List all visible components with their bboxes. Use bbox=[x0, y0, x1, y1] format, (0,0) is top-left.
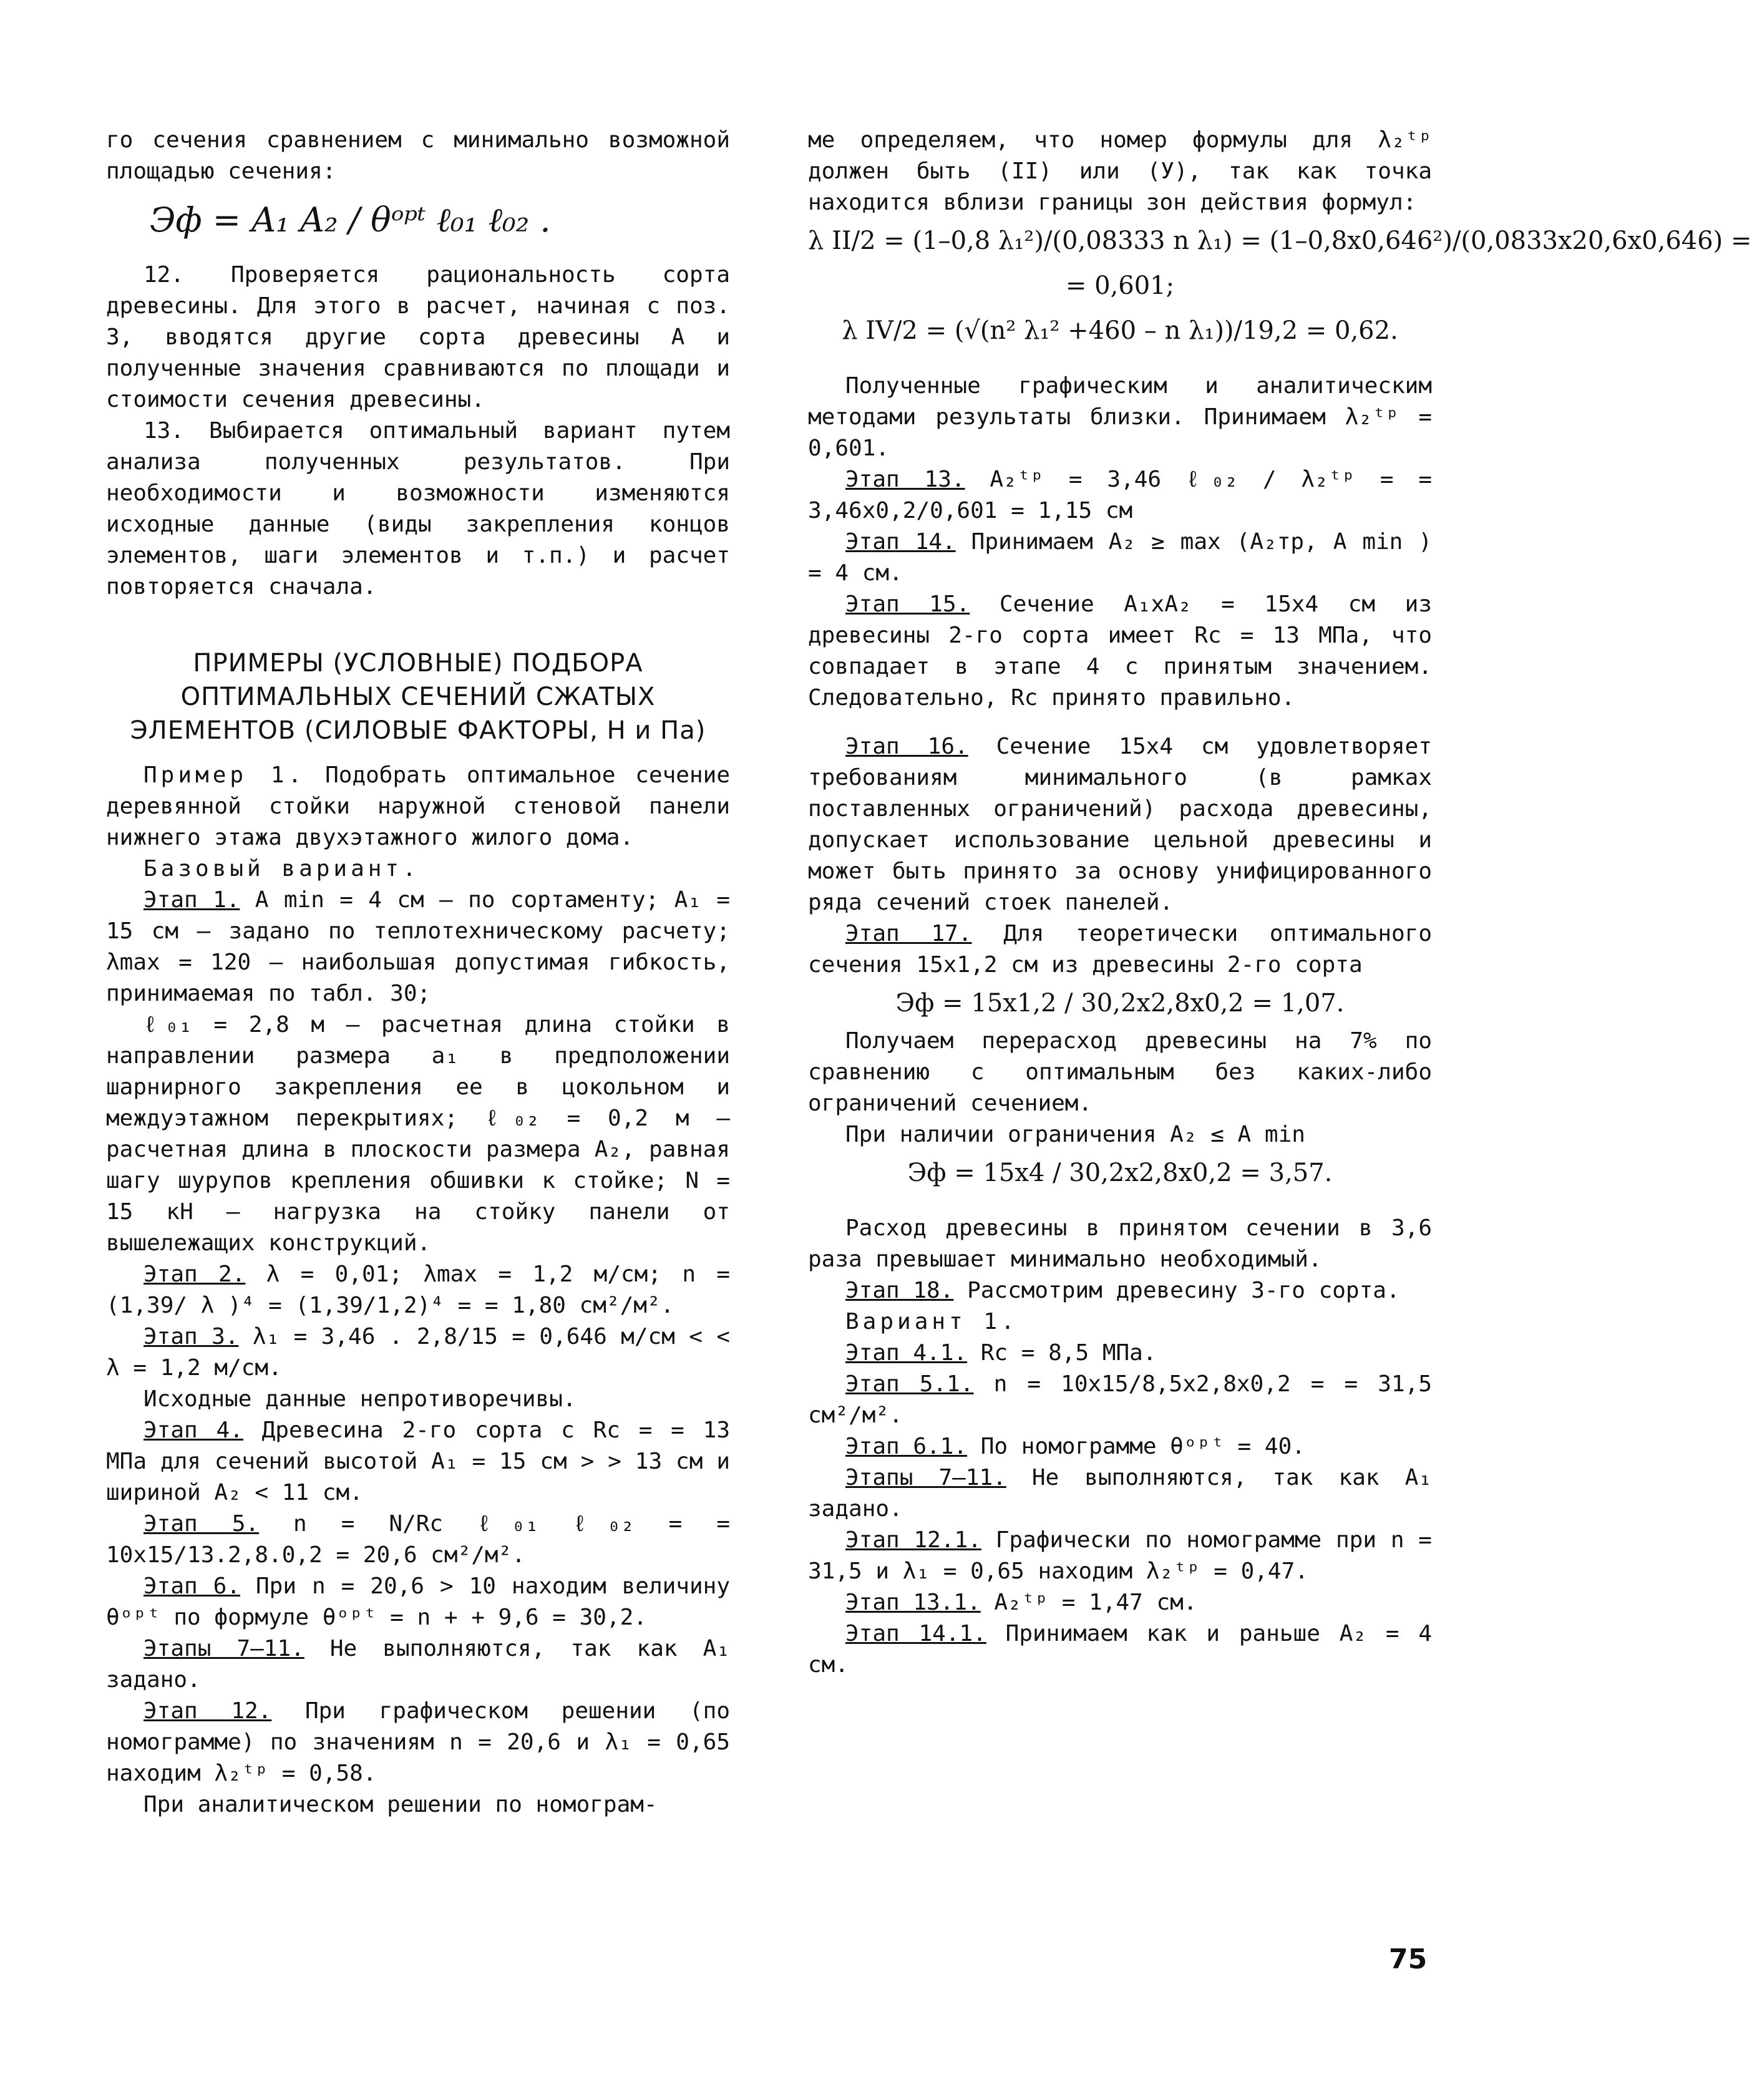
step-label: Этап 12. bbox=[144, 1698, 272, 1724]
step-label: Этап 5. bbox=[144, 1511, 260, 1537]
step-label: Этап 14.1. bbox=[845, 1621, 986, 1646]
step-text: Принимаем A₂ ≥ max (A₂тр, A min ) = 4 см. bbox=[808, 529, 1433, 586]
step-18 bbox=[808, 1275, 1432, 1306]
paragraph: Расход древесины в принятом сечении в 3,6 раза превышает минимально необходимый. bbox=[808, 1215, 1432, 1272]
step-12 bbox=[106, 1696, 730, 1789]
step-text: Не выполняются, так как A₁ задано. bbox=[106, 1636, 730, 1693]
step-text: Сечение 15x4 см удовлетворяет требованиям минимального (в рамках поставленных ограничений) расхода древесины, допускает использование цельной древесины и может быть принято за основу унифицированного ряда сечений стоек панелей. bbox=[808, 734, 1432, 915]
step-label: Этапы 7–11. bbox=[845, 1465, 1006, 1490]
step-text: n = 10x15/8,5x2,8x0,2 = = 31,5 см²/м². bbox=[808, 1371, 1432, 1428]
step-text: λ = 0,01; λmax = 1,2 м/см; n = (1,39/ λ )⁴ = (1,39/1,2)⁴ = = 1,80 см²/м². bbox=[106, 1261, 730, 1318]
step-4-1 bbox=[808, 1338, 1432, 1369]
step-text: n = N/Rc ℓ₀₁ ℓ₀₂ = = 10x15/13.2,8.0,2 = 20,6 см²/м². bbox=[106, 1511, 730, 1568]
paragraph-item-13: 13. Выбирается оптимальный вариант путем анализа полученных результатов. При необходимости и возможности изменяются исходные данные (виды закрепления концов элементов, шаги элементов и т.п.) и расчет повторяется сначала. bbox=[106, 418, 730, 600]
step-5 bbox=[106, 1509, 730, 1571]
step-6 bbox=[106, 1571, 730, 1633]
step-13-1 bbox=[808, 1587, 1432, 1618]
step-label: Этап 18. bbox=[845, 1278, 954, 1303]
step-12-continued: При аналитическом решении по номограм- bbox=[144, 1792, 658, 1817]
step-text: Не выполняются, так как A₁ задано. bbox=[808, 1465, 1432, 1522]
base-variant-label: Базовый вариант. bbox=[144, 856, 420, 882]
step-text: При графическом решении (по номограмме) по значениям n = 20,6 и λ₁ = 0,65 находим λ₂ᵗᵖ = 0,58. bbox=[106, 1698, 730, 1786]
step-text: Сечение A₁xA₂ = 15x4 см из древесины 2-го сорта имеет Rc = 13 МПа, что совпадает в этапе 4 с принятым значением. Следовательно, Rc принято правильно. bbox=[808, 591, 1432, 711]
step-label: Этап 16. bbox=[845, 734, 968, 759]
step-3 bbox=[106, 1321, 730, 1384]
example-label: Пример 1. bbox=[144, 762, 306, 788]
step-label: Этап 14. bbox=[845, 529, 956, 555]
step-text: При n = 20,6 > 10 находим величину θᵒᵖᵗ по формуле θᵒᵖᵗ = n + + 9,6 = 30,2. bbox=[106, 1573, 730, 1630]
step-text: Rc = 8,5 МПа. bbox=[967, 1340, 1157, 1366]
paragraph-item-12: 12. Проверяется рациональность сорта древесины. Для этого в расчет, начиная с поз. 3, вводятся другие сорта древесины A и полученные значения сравниваются по площади и стоимости сечения древесины. bbox=[106, 262, 730, 412]
step-13 bbox=[808, 464, 1432, 527]
paragraph: Получаем перерасход древесины на 7% по сравнению с оптимальным без каких-либо ограничений сечением. bbox=[808, 1028, 1432, 1116]
step-text: A₂ᵗᵖ = 1,47 см. bbox=[980, 1590, 1197, 1615]
step-text: A₂ᵗᵖ = 3,46 ℓ₀₂ / λ₂ᵗᵖ = = 3,46x0,2/0,601 = 1,15 см bbox=[808, 467, 1433, 523]
step-label: Этап 4. bbox=[144, 1417, 243, 1443]
step-text: Древесина 2-го сорта с Rc = = 13 МПа для сечений высотой A₁ = 15 см > > 13 см и шириной A₂ < 11 см. bbox=[106, 1417, 730, 1505]
step-text: λ₁ = 3,46 . 2,8/15 = 0,646 м/см < < λ = 1,2 м/см. bbox=[106, 1324, 730, 1381]
step-15 bbox=[808, 589, 1432, 714]
step-label: Этап 17. bbox=[845, 921, 972, 946]
paragraph: Полученные графическим и аналитическим методами результаты близки. Принимаем λ₂ᵗᵖ = 0,601. bbox=[808, 373, 1432, 461]
step-label: Этап 15. bbox=[845, 591, 970, 617]
paragraph: ме определяем, что номер формулы для λ₂ᵗᵖ должен быть (II) или (У), так как точка находится вблизи границы зон действия формул: bbox=[808, 127, 1432, 215]
variant-label: Вариант 1. bbox=[845, 1309, 1018, 1334]
paragraph: го сечения сравнением с минимально возможной площадью сечения: bbox=[106, 127, 730, 184]
steps-7-11 bbox=[106, 1633, 730, 1696]
step-text: A min = 4 см – по сортаменту; A₁ = 15 см – задано по теплотехническому расчету; λmax = 120 – наибольшая допустимая гибкость, принимаемая по табл. 30; bbox=[106, 887, 730, 1006]
step-label: Этапы 7–11. bbox=[144, 1636, 304, 1661]
steps-7-11 bbox=[808, 1462, 1432, 1525]
step-text: Принимаем как и раньше A₂ = 4 см. bbox=[808, 1621, 1432, 1678]
formula-lambda-II-result: = 0,601; bbox=[1065, 271, 1175, 300]
step-text: Рассмотрим древесину 3-го сорта. bbox=[953, 1278, 1400, 1303]
step-14-1 bbox=[808, 1618, 1432, 1681]
step-16 bbox=[808, 731, 1432, 918]
formula-efficiency: Эф = A₁ A₂ / θᵒᵖᵗ ℓ₀₁ ℓ₀₂ . bbox=[150, 200, 551, 240]
step-label: Этап 3. bbox=[144, 1324, 239, 1349]
step-label: Этап 12.1. bbox=[845, 1527, 981, 1553]
step-5-1 bbox=[808, 1369, 1432, 1431]
step-text: Графически по номограмме при n = 31,5 и λ₁ = 0,65 находим λ₂ᵗᵖ = 0,47. bbox=[808, 1527, 1432, 1584]
step-label: Этап 1. bbox=[144, 887, 240, 913]
step-label: Этап 6.1. bbox=[845, 1434, 968, 1459]
formula-lambda-IV: λ IV/2 = (√(n² λ₁² +460 – n λ₁))/19,2 = 0,62. bbox=[842, 316, 1398, 345]
step-1-continued: ℓ₀₁ = 2,8 м – расчетная длина стойки в направлении размера a₁ в предположении шарнирного закрепления ее в цокольном и междуэтажном перекрытиях; ℓ₀₂ = 0,2 м – расчетная длина в плоскости размера A₂, равная шагу шурупов крепления обшивки к стойке; N = 15 кН – нагрузка на стойку панели от вышележащих конструкций. bbox=[106, 1012, 730, 1256]
step-label: Этап 13.1. bbox=[845, 1590, 981, 1615]
right-column bbox=[808, 125, 1752, 1681]
example-text: Подобрать оптимальное сечение деревянной стойки наружной стеновой панели нижнего этажа двухэтажного жилого дома. bbox=[106, 762, 730, 850]
section-heading: ПРИМЕРЫ (УСЛОВНЫЕ) ПОДБОРА ОПТИМАЛЬНЫХ СЕЧЕНИЙ СЖАТЫХ ЭЛЕМЕНТОВ (СИЛОВЫЕ ФАКТОРЫ, Н и Па) bbox=[130, 649, 706, 745]
example-paragraph bbox=[106, 760, 730, 853]
step-text: Для теоретически оптимального сечения 15x1,2 см из древесины 2-го сорта bbox=[808, 921, 1433, 978]
step-text: По номограмме θᵒᵖᵗ = 40. bbox=[967, 1434, 1305, 1459]
step-17 bbox=[808, 918, 1432, 981]
formula-efficiency-limited: Эф = 15x4 / 30,2x2,8x0,2 = 3,57. bbox=[907, 1159, 1333, 1187]
page-number: 75 bbox=[1389, 1943, 1428, 1975]
paragraph: При наличии ограничения A₂ ≤ A min bbox=[845, 1122, 1305, 1147]
formula-lambda-II: λ II/2 = (1–0,8 λ₁²)/(0,08333 n λ₁) = (1–0,8x0,646²)/(0,0833x20,6x0,646) = bbox=[808, 226, 1752, 255]
left-column bbox=[106, 125, 730, 1820]
step-label: Этап 13. bbox=[845, 467, 965, 492]
step-6-1 bbox=[808, 1431, 1432, 1462]
step-2 bbox=[106, 1259, 730, 1321]
step-label: Этап 6. bbox=[144, 1573, 241, 1599]
step-14 bbox=[808, 527, 1432, 589]
consistency-note: Исходные данные непротиворечивы. bbox=[144, 1386, 577, 1412]
formula-efficiency-theoretical: Эф = 15x1,2 / 30,2x2,8x0,2 = 1,07. bbox=[895, 989, 1345, 1018]
step-12-1 bbox=[808, 1525, 1432, 1587]
step-label: Этап 5.1. bbox=[845, 1371, 974, 1397]
step-label: Этап 2. bbox=[144, 1261, 246, 1287]
step-4 bbox=[106, 1415, 730, 1509]
step-1 bbox=[106, 885, 730, 1009]
step-label: Этап 4.1. bbox=[845, 1340, 968, 1366]
